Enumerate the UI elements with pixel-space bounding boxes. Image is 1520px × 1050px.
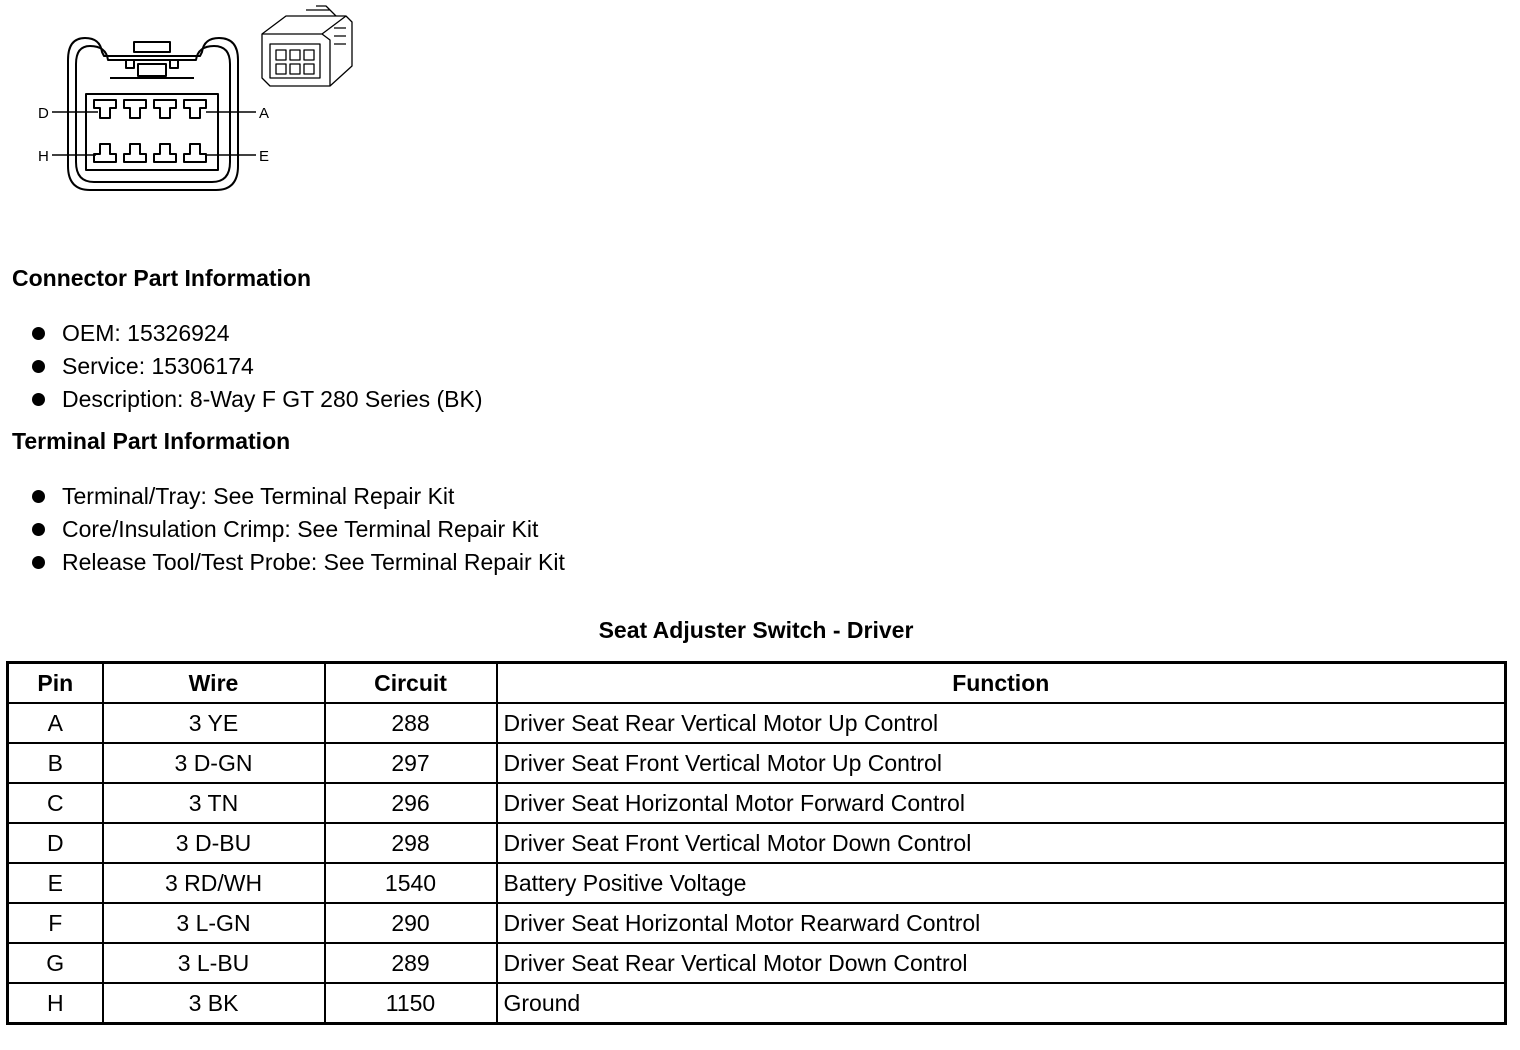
table-row: [8, 863, 1506, 903]
list-item: Core/Insulation Crimp: See Terminal Repair Kit: [30, 513, 565, 546]
pin-leader-lines: [52, 112, 256, 155]
table-row: [8, 823, 1506, 863]
connector-iso-view: [262, 6, 352, 86]
cell-function: Driver Seat Horizontal Motor Forward Control: [497, 783, 1506, 823]
cell-circuit: 296: [325, 783, 497, 823]
cell-circuit: 288: [325, 703, 497, 743]
connector-diagram: [30, 4, 370, 204]
table-row: [8, 903, 1506, 943]
bullet-icon: [32, 523, 45, 536]
cell-wire: 3 BK: [103, 983, 325, 1024]
cell-function: Driver Seat Rear Vertical Motor Up Control: [497, 703, 1506, 743]
cell-circuit: 297: [325, 743, 497, 783]
terminal-part-info-heading: Terminal Part Information: [12, 428, 291, 454]
cell-wire: 3 L-BU: [103, 943, 325, 983]
cell-pin: G: [8, 943, 103, 983]
cell-wire: 3 TN: [103, 783, 325, 823]
bullet-icon: [32, 556, 45, 569]
column-header-wire: Wire: [103, 663, 325, 704]
pin-table-title: Seat Adjuster Switch - Driver: [598, 617, 914, 643]
cell-function: Ground: [497, 983, 1506, 1024]
cell-function: Battery Positive Voltage: [497, 863, 1506, 903]
connector-part-info-list: [30, 317, 483, 416]
connector-part-info-heading: Connector Part Information: [12, 265, 312, 291]
cell-pin: F: [8, 903, 103, 943]
column-header-function: Function: [497, 663, 1506, 704]
cell-wire: 3 RD/WH: [103, 863, 325, 903]
cell-pin: H: [8, 983, 103, 1024]
cell-wire: 3 D-GN: [103, 743, 325, 783]
table-header-row: [8, 663, 1506, 704]
cell-pin: E: [8, 863, 103, 903]
table-row: [8, 943, 1506, 983]
terminal-part-info-list: [30, 480, 565, 579]
terminal-row-top: [94, 100, 206, 118]
table-row: [8, 703, 1506, 743]
bullet-icon: [32, 393, 45, 406]
column-header-circuit: Circuit: [325, 663, 497, 704]
cell-function: Driver Seat Rear Vertical Motor Down Control: [497, 943, 1506, 983]
table-row: [8, 743, 1506, 783]
table-row: [8, 983, 1506, 1024]
terminal-row-bottom: [94, 144, 206, 162]
cell-wire: 3 L-GN: [103, 903, 325, 943]
cell-circuit: 298: [325, 823, 497, 863]
cell-wire: 3 YE: [103, 703, 325, 743]
list-item: Service: 15306174: [30, 350, 483, 383]
cell-pin: D: [8, 823, 103, 863]
bullet-icon: [32, 360, 45, 373]
cell-circuit: 1540: [325, 863, 497, 903]
cell-pin: B: [8, 743, 103, 783]
pin-label-h: H: [38, 148, 49, 165]
pin-label-a: A: [259, 105, 270, 122]
cell-function: Driver Seat Front Vertical Motor Down Control: [497, 823, 1506, 863]
pin-table: [6, 661, 1507, 1025]
list-item: Terminal/Tray: See Terminal Repair Kit: [30, 480, 565, 513]
cell-wire: 3 D-BU: [103, 823, 325, 863]
pin-label-e: E: [259, 148, 270, 165]
cell-pin: C: [8, 783, 103, 823]
bullet-icon: [32, 490, 45, 503]
cell-circuit: 289: [325, 943, 497, 983]
connector-face-outline: [68, 38, 238, 190]
cell-pin: A: [8, 703, 103, 743]
pin-label-d: D: [38, 105, 49, 122]
bullet-icon: [32, 327, 45, 340]
list-item: OEM: 15326924: [30, 317, 483, 350]
column-header-pin: Pin: [8, 663, 103, 704]
cell-function: Driver Seat Front Vertical Motor Up Control: [497, 743, 1506, 783]
table-row: [8, 783, 1506, 823]
list-item: Description: 8-Way F GT 280 Series (BK): [30, 383, 483, 416]
cell-function: Driver Seat Horizontal Motor Rearward Control: [497, 903, 1506, 943]
cell-circuit: 290: [325, 903, 497, 943]
cell-circuit: 1150: [325, 983, 497, 1024]
list-item: Release Tool/Test Probe: See Terminal Repair Kit: [30, 546, 565, 579]
